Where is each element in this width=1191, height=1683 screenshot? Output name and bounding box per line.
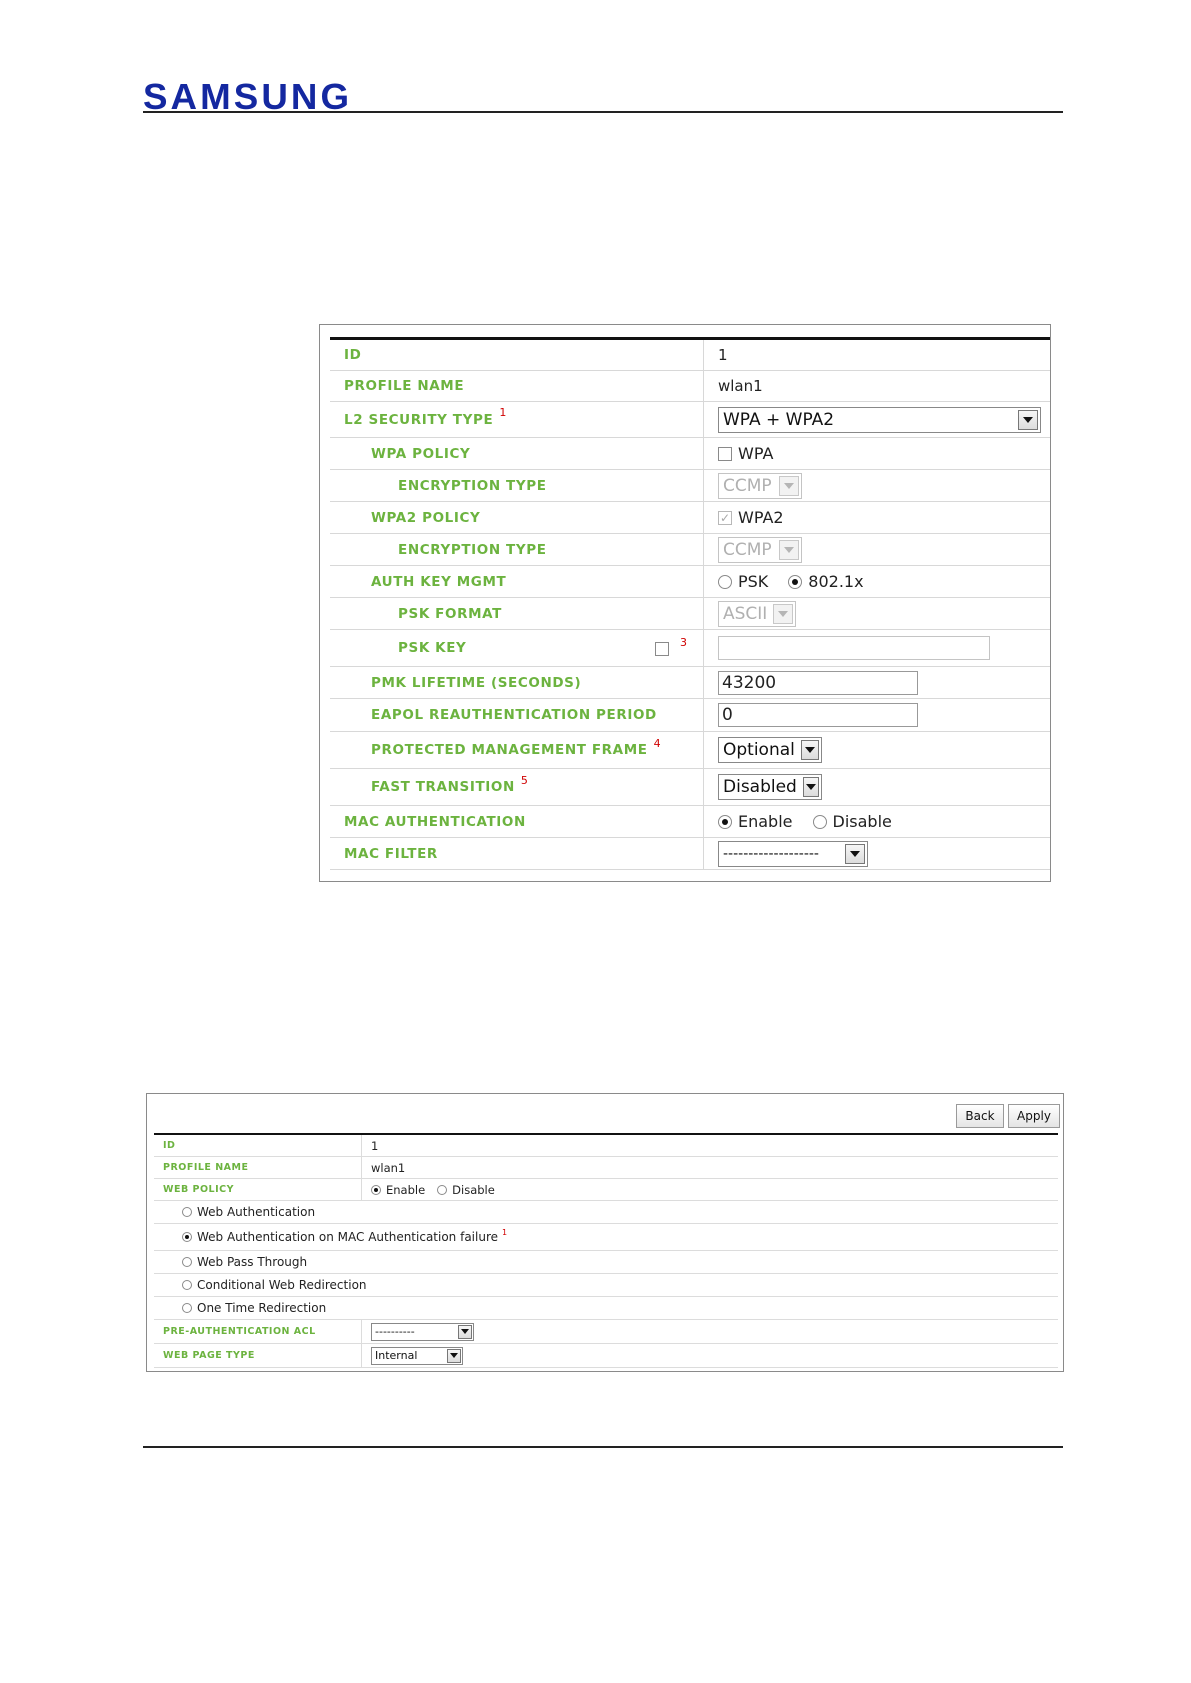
table-row	[330, 838, 1050, 870]
web-authentication-label: Web Authentication	[197, 1205, 316, 1219]
eapol-reauth-period-input[interactable]: 0	[718, 703, 918, 727]
web-policy-enable-radio[interactable]	[371, 1185, 381, 1195]
chevron-down-icon	[779, 540, 799, 560]
mac-filter-value: -------------------	[723, 845, 819, 862]
protected-management-frame-label: PROTECTED MANAGEMENT FRAME 4	[330, 732, 704, 768]
table-row	[154, 1274, 1058, 1297]
table-row	[154, 1224, 1058, 1251]
pre-auth-acl-select[interactable]	[371, 1323, 474, 1341]
wpa-encryption-type-value: CCMP	[723, 475, 772, 496]
table-row	[330, 402, 1050, 438]
mac-filter-label: MAC FILTER	[330, 838, 704, 869]
table-row	[330, 470, 1050, 502]
psk-format-label: PSK FORMAT	[330, 598, 704, 629]
psk-radio-label: PSK	[738, 572, 769, 591]
pre-auth-acl-value: ----------	[375, 1325, 415, 1338]
mac-filter-select[interactable]	[718, 841, 868, 867]
dot1x-radio-label: 802.1x	[808, 572, 864, 591]
wpa2-checkbox-label: WPA2	[738, 508, 784, 527]
web-pass-through-radio[interactable]	[182, 1257, 192, 1267]
table-row	[330, 806, 1050, 838]
id-label: ID	[154, 1135, 362, 1156]
pmk-lifetime-input[interactable]: 43200	[718, 671, 918, 695]
fast-transition-select[interactable]	[718, 774, 822, 800]
wpa-encryption-type-select[interactable]	[718, 473, 802, 499]
psk-key-input[interactable]	[718, 636, 990, 660]
one-time-redirection-radio[interactable]	[182, 1303, 192, 1313]
chevron-down-icon	[447, 1349, 461, 1363]
pre-auth-acl-label: PRE-AUTHENTICATION ACL	[154, 1320, 362, 1343]
wpa-encryption-type-label: ENCRYPTION TYPE	[330, 470, 704, 501]
wpa-checkbox-label: WPA	[738, 444, 774, 463]
web-auth-on-mac-failure-label: Web Authentication on MAC Authentication failure	[197, 1230, 498, 1244]
psk-format-value: ASCII	[723, 603, 768, 624]
wpa2-checkbox[interactable]: ✓	[719, 510, 731, 525]
footnote-marker: 1	[502, 1227, 508, 1237]
web-policy-disable-radio[interactable]	[437, 1185, 447, 1195]
wpa2-policy-label: WPA2 POLICY	[330, 502, 704, 533]
table-row	[330, 438, 1050, 470]
web-page-type-value: Internal	[375, 1349, 418, 1362]
security-settings-table	[330, 337, 1050, 870]
table-row	[330, 340, 1050, 371]
apply-button[interactable]: Apply	[1008, 1104, 1060, 1128]
psk-key-label: PSK KEY 3	[330, 630, 704, 666]
table-row	[330, 534, 1050, 566]
profile-name-value: wlan1	[371, 1160, 406, 1175]
web-policy-disable-label: Disable	[452, 1182, 495, 1197]
table-row	[330, 598, 1050, 630]
web-authentication-radio[interactable]	[182, 1207, 192, 1217]
table-row	[330, 699, 1050, 732]
profile-name-label: PROFILE NAME	[330, 371, 704, 401]
show-psk-key-checkbox[interactable]	[655, 642, 669, 656]
table-row	[154, 1201, 1058, 1224]
back-button[interactable]: Back	[956, 1104, 1004, 1128]
one-time-redirection-label: One Time Redirection	[197, 1301, 327, 1315]
l2-security-type-value: WPA + WPA2	[723, 409, 835, 430]
web-policy-enable-label: Enable	[386, 1182, 426, 1197]
table-row	[154, 1320, 1058, 1344]
table-row	[330, 566, 1050, 598]
id-label: ID	[330, 340, 704, 370]
footer-rule	[143, 1446, 1063, 1448]
web-page-type-select[interactable]	[371, 1347, 463, 1365]
mac-auth-enable-radio[interactable]	[718, 815, 732, 829]
psk-radio[interactable]	[718, 575, 732, 589]
footnote-marker: 3	[680, 636, 688, 649]
table-row	[330, 502, 1050, 534]
protected-management-frame-select[interactable]	[718, 737, 822, 763]
wpa-policy-label: WPA POLICY	[330, 438, 704, 469]
web-policy-table	[154, 1133, 1058, 1368]
table-row	[330, 667, 1050, 699]
wpa2-encryption-type-label: ENCRYPTION TYPE	[330, 534, 704, 565]
profile-name-value: wlan1	[718, 377, 763, 395]
mac-auth-disable-label: Disable	[832, 812, 892, 831]
table-row	[154, 1251, 1058, 1274]
mac-auth-disable-radio[interactable]	[813, 815, 827, 829]
wpa2-encryption-type-value: CCMP	[723, 539, 772, 560]
table-row	[330, 371, 1050, 402]
mac-auth-enable-label: Enable	[738, 812, 793, 831]
chevron-down-icon	[1018, 410, 1038, 430]
dot1x-radio[interactable]	[788, 575, 802, 589]
web-policy-panel	[146, 1093, 1064, 1372]
eapol-reauth-period-label: EAPOL REAUTHENTICATION PERIOD	[330, 699, 704, 731]
header-rule	[143, 111, 1063, 113]
l2-security-type-select[interactable]	[718, 407, 1041, 433]
table-row	[154, 1135, 1058, 1157]
chevron-down-icon	[773, 604, 793, 624]
id-value: 1	[371, 1138, 379, 1153]
fast-transition-label: FAST TRANSITION 5	[330, 769, 704, 805]
chevron-down-icon	[779, 476, 799, 496]
chevron-down-icon	[803, 777, 819, 797]
auth-key-mgmt-label: AUTH KEY MGMT	[330, 566, 704, 597]
table-row	[330, 769, 1050, 806]
profile-name-label: PROFILE NAME	[154, 1157, 362, 1178]
chevron-down-icon	[801, 740, 819, 760]
table-row	[154, 1297, 1058, 1320]
conditional-web-redirection-label: Conditional Web Redirection	[197, 1278, 367, 1292]
table-row	[154, 1344, 1058, 1368]
web-pass-through-label: Web Pass Through	[197, 1255, 308, 1269]
samsung-logo: SAMSUNG	[143, 76, 353, 117]
table-row	[154, 1157, 1058, 1179]
fast-transition-value: Disabled	[723, 777, 797, 797]
footnote-marker: 1	[499, 406, 507, 419]
footnote-marker: 5	[520, 773, 529, 787]
protected-management-frame-value: Optional	[723, 740, 795, 760]
mac-authentication-label: MAC AUTHENTICATION	[330, 806, 704, 837]
table-row	[154, 1179, 1058, 1201]
web-page-type-label: WEB PAGE TYPE	[154, 1344, 362, 1367]
id-value: 1	[718, 346, 728, 364]
conditional-web-redirection-radio[interactable]	[182, 1280, 192, 1290]
wpa-checkbox[interactable]	[718, 447, 732, 461]
table-row	[330, 732, 1050, 769]
web-auth-on-mac-failure-radio[interactable]	[182, 1232, 192, 1242]
chevron-down-icon	[458, 1325, 472, 1339]
web-policy-label: WEB POLICY	[154, 1179, 362, 1200]
l2-security-type-label: L2 SECURITY TYPE 1	[330, 402, 704, 437]
psk-format-select[interactable]	[718, 601, 796, 627]
footnote-marker: 4	[653, 736, 662, 750]
wpa2-encryption-type-select[interactable]	[718, 537, 802, 563]
pmk-lifetime-label: PMK LIFETIME (SECONDS)	[330, 667, 704, 698]
table-row	[330, 630, 1050, 667]
wlan-security-panel	[319, 324, 1051, 882]
chevron-down-icon	[845, 844, 865, 864]
